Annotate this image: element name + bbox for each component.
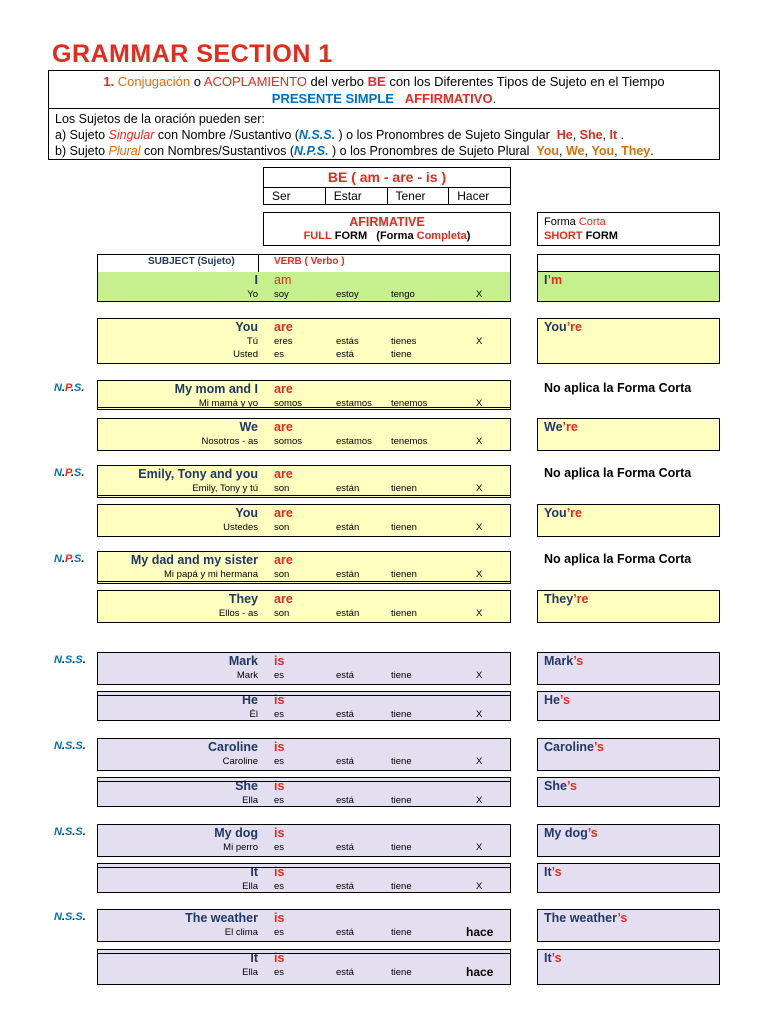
ser: somos (274, 436, 302, 447)
intro-text: con Nombres/Sustantivos ( (143, 144, 295, 158)
intro-pronoun: It (609, 128, 618, 142)
ser: es (274, 349, 285, 360)
intro-abbr: N.P.S. (294, 144, 329, 158)
verb: are (274, 553, 293, 567)
intro-word: ACOPLAMIENTO (203, 74, 307, 89)
short-we (537, 418, 720, 451)
be-box (263, 167, 511, 205)
estar: están (336, 608, 360, 619)
hacer: X (476, 522, 483, 533)
short-subject: The weather (544, 911, 618, 925)
row-dad (97, 551, 511, 584)
subject-type-label: N.S.S. (54, 740, 86, 752)
subject-type-label: N.S.S. (54, 826, 86, 838)
subject: We (239, 420, 258, 434)
short-label: SHORT (544, 230, 583, 242)
row-it2 (97, 949, 511, 985)
verb: are (274, 382, 293, 396)
row-you-singular (97, 318, 511, 364)
tener: tenemos (391, 398, 428, 409)
divider (98, 867, 510, 868)
row-weather (97, 909, 511, 942)
intro-word: . (492, 91, 497, 106)
subject-es: Mi perro (223, 842, 258, 853)
tener: tiene (391, 795, 412, 806)
short-he (537, 691, 720, 721)
intro-box (48, 70, 720, 160)
short-i-box (537, 254, 720, 302)
short-it2 (537, 949, 720, 985)
ser: es (274, 967, 285, 978)
ser: es (274, 670, 285, 681)
subject: It (250, 951, 258, 965)
estar: está (336, 756, 354, 767)
estar: están (336, 569, 360, 580)
short-form-box (537, 212, 720, 246)
subject: My mom and I (174, 382, 258, 396)
intro-text: a) Sujeto (55, 128, 106, 142)
hacer: X (476, 436, 483, 447)
ser: son (274, 608, 290, 619)
header-divider (98, 255, 259, 272)
be-meaning: Hacer (457, 189, 490, 203)
subject: I (254, 273, 258, 287)
section-number: 1. (103, 74, 115, 89)
subject-es: Ella (242, 881, 258, 892)
estar: está (336, 709, 354, 720)
contraction: ’s (551, 865, 562, 879)
hacer: X (476, 756, 483, 767)
short-subject: They (544, 592, 574, 606)
contraction: ’s (551, 951, 562, 965)
no-short-form-note: No aplica la Forma Corta (544, 552, 692, 566)
row-emily (97, 465, 511, 498)
no-short-form-note: No aplica la Forma Corta (544, 381, 692, 395)
row-mom (97, 380, 511, 410)
short-i (538, 272, 719, 301)
row-it1 (97, 863, 511, 893)
full-label: FULL (303, 230, 332, 242)
subject-es: Caroline (222, 756, 258, 767)
verb: is (274, 740, 285, 754)
subject-es: Ustedes (223, 522, 258, 533)
short-subject: You (544, 320, 567, 334)
estar: está (336, 795, 354, 806)
intro-word: Conjugación (117, 74, 191, 89)
tener: tengo (391, 289, 415, 300)
intro-text: b) Sujeto (55, 144, 106, 158)
hacer: X (476, 483, 483, 494)
divider (98, 695, 510, 696)
estar: estás (336, 336, 359, 347)
forma-label: (Forma (376, 230, 414, 242)
subject-es: Ellos - as (218, 608, 258, 619)
tener: tiene (391, 709, 412, 720)
estar: está (336, 927, 354, 938)
subject-es: Ella (242, 967, 258, 978)
page-title: GRAMMAR SECTION 1 (52, 40, 333, 68)
divider (98, 581, 510, 582)
ser: es (274, 795, 285, 806)
intro-word: o (193, 74, 201, 89)
verb: is (274, 826, 285, 840)
estar: están (336, 522, 360, 533)
verb: are (274, 420, 293, 434)
subject: She (235, 779, 258, 793)
verb: am (274, 273, 292, 287)
divider (98, 495, 510, 496)
tener: tiene (391, 927, 412, 938)
verb: is (274, 654, 285, 668)
intro-line-b: b) Sujeto Plural con Nombres/Sustantivos (N.P.S. ) o los Pronombres de Sujeto Plural You, We, You, They. (55, 144, 654, 158)
short-caroline (537, 738, 720, 771)
subject-es: Yo (247, 289, 258, 300)
short-you2 (537, 504, 720, 537)
form-label: FORM (585, 230, 618, 242)
subject-es: El clima (224, 927, 258, 938)
estar: está (336, 881, 354, 892)
no-short-form-note: No aplica la Forma Corta (544, 466, 692, 480)
divider (98, 953, 510, 954)
intro-pronoun: We (565, 144, 585, 158)
short-dog (537, 824, 720, 857)
tener: tienen (391, 608, 417, 619)
be-meanings (264, 188, 510, 205)
tener: tienen (391, 569, 417, 580)
ser: son (274, 483, 290, 494)
intro-text: con Nombre /Sustantivo ( (157, 128, 299, 142)
intro-text: ) o los Pronombres de Sujeto Singular (338, 128, 550, 142)
be-meaning: Tener (388, 188, 450, 205)
subject-type-label: N.S.S. (54, 654, 86, 666)
verb: is (274, 911, 285, 925)
estar: está (336, 670, 354, 681)
hacer: X (476, 336, 483, 347)
subject-es: Usted (233, 349, 258, 360)
ser: son (274, 522, 290, 533)
ser: es (274, 709, 285, 720)
tener: tiene (391, 670, 412, 681)
tener: tiene (391, 842, 412, 853)
short-subject: Caroline (544, 740, 595, 754)
subject-type-label: N.P.S. (54, 382, 85, 394)
hacer: X (476, 289, 483, 300)
verb: is (274, 865, 285, 879)
completa-label: Completa (416, 230, 467, 242)
subject-type-label: N.P.S. (54, 553, 85, 565)
estar: está (336, 349, 354, 360)
divider (98, 407, 510, 408)
short-subject: It (544, 951, 552, 965)
tener: tenemos (391, 436, 428, 447)
intro-line: Los Sujetos de la oración pueden ser: (55, 112, 265, 126)
contraction: ’s (573, 654, 584, 668)
subject-es: Mi papá y mi hermana (164, 569, 258, 580)
form-label: FORM (334, 230, 368, 242)
header-row (98, 255, 510, 273)
row-you2 (97, 504, 511, 537)
subject: They (228, 592, 258, 606)
intro-word: BE (367, 74, 386, 89)
hacer: X (476, 709, 483, 720)
subject-header: SUBJECT (Sujeto) (148, 256, 235, 267)
contraction: ’s (559, 693, 570, 707)
tener: tiene (391, 756, 412, 767)
subject: You (235, 506, 258, 520)
subject: My dad and my sister (130, 553, 258, 567)
contraction: ’re (573, 592, 589, 606)
ser: es (274, 881, 285, 892)
short-subject: She (544, 779, 567, 793)
row-we (97, 418, 511, 451)
tener: tienen (391, 522, 417, 533)
contraction: ’s (594, 740, 604, 754)
intro-pronoun: They (621, 144, 651, 158)
contraction: ’s (617, 911, 628, 925)
short-she (537, 777, 720, 807)
row-dog (97, 824, 511, 857)
estar: está (336, 842, 354, 853)
paren: ) (466, 230, 471, 242)
verb: are (274, 506, 293, 520)
subject-type-label: N.P.S. (54, 467, 85, 479)
subject: He (242, 693, 258, 707)
short-you-singular (537, 318, 720, 364)
subject-es: Mi mamá y yo (198, 398, 258, 409)
estar: estoy (336, 289, 359, 300)
short-subject: My dog (544, 826, 588, 840)
intro-line-a: a) Sujeto Singular con Nombre /Sustantivo (N.S.S. ) o los Pronombres de Sujeto Singular He, She, It . (55, 128, 625, 142)
estar: está (336, 967, 354, 978)
estar: estamos (336, 436, 372, 447)
hacer: X (476, 569, 483, 580)
tener: tiene (391, 881, 412, 892)
intro-heading (49, 71, 719, 109)
ser: es (274, 927, 285, 938)
subject-es: Tú (246, 336, 258, 347)
short-weather (537, 909, 720, 942)
subject: The weather (185, 911, 258, 925)
verb: is (274, 951, 285, 965)
verb: are (274, 320, 293, 334)
hacer: X (476, 670, 483, 681)
short-subject: We (544, 420, 563, 434)
verb-header: VERB ( Verbo ) (274, 256, 345, 267)
verb: is (274, 779, 285, 793)
verb: is (274, 693, 285, 707)
row-mark (97, 652, 511, 685)
hacer: hace (466, 925, 494, 939)
hacer: X (476, 608, 483, 619)
subject-type-label: N.S.S. (54, 911, 86, 923)
subject-es: Emily, Tony y tú (192, 483, 258, 494)
estar: están (336, 483, 360, 494)
contraction: ’re (566, 320, 582, 334)
tener: tiene (391, 349, 412, 360)
ser: eres (274, 336, 293, 347)
tener: tienes (391, 336, 417, 347)
intro-abbr: N.S.S. (298, 128, 336, 142)
be-title: BE ( am - are - is ) (264, 168, 510, 188)
intro-body (49, 109, 719, 161)
short-subject: You (544, 506, 567, 520)
intro-text: ) o los Pronombres de Sujeto Plural (332, 144, 530, 158)
row-i (98, 272, 510, 301)
be-meaning: Estar (326, 188, 388, 205)
ser: somos (274, 398, 302, 409)
hacer: X (476, 842, 483, 853)
intro-word: AFFIRMATIVO (404, 91, 493, 106)
short-mark (537, 652, 720, 685)
subject: My dog (214, 826, 258, 840)
be-meaning: Ser (264, 188, 326, 205)
subject-es: Ella (242, 795, 258, 806)
row-they (97, 590, 511, 623)
ser: es (274, 756, 285, 767)
intro-pronoun: He (556, 128, 573, 142)
intro-word: PRESENTE SIMPLE (271, 91, 394, 106)
hacer: X (476, 881, 483, 892)
subject-verb-table (97, 254, 511, 302)
subject-es: Nosotros - as (201, 436, 258, 447)
afirmative-box (263, 212, 511, 246)
contraction: ’s (587, 826, 598, 840)
intro-pronoun: You (536, 144, 559, 158)
tener: tiene (391, 967, 412, 978)
ser: soy (274, 289, 289, 300)
short-subject: Mark (544, 654, 574, 668)
contraction: ’re (566, 506, 582, 520)
subject: It (250, 865, 258, 879)
ser: es (274, 842, 285, 853)
contraction: ’s (566, 779, 577, 793)
intro-text: . (650, 144, 654, 158)
ser: son (274, 569, 290, 580)
contraction: ’re (562, 420, 578, 434)
subject: Emily, Tony and you (138, 467, 258, 481)
intro-text: Singular (108, 128, 155, 142)
hacer: X (476, 398, 483, 409)
tener: tienen (391, 483, 417, 494)
short-subject: He (544, 693, 560, 707)
divider (98, 781, 510, 782)
estar: estamos (336, 398, 372, 409)
intro-word: del verbo (310, 74, 365, 89)
intro-text: Plural (108, 144, 141, 158)
hacer: X (476, 795, 483, 806)
row-she (97, 777, 511, 807)
contraction: ’m (547, 273, 563, 287)
short-it1 (537, 863, 720, 893)
verb: are (274, 592, 293, 606)
subject: Caroline (207, 740, 258, 754)
subject: You (235, 320, 258, 334)
subject-es: Él (249, 709, 258, 720)
short-they (537, 590, 720, 623)
intro-word: con los Diferentes Tipos de Sujeto en el Tiempo (389, 74, 665, 89)
intro-pronoun: You (591, 144, 615, 158)
intro-text: . (620, 128, 625, 142)
hacer: hace (466, 965, 494, 979)
corta-label: Corta (578, 216, 606, 228)
row-he (97, 691, 511, 721)
forma-label: Forma (544, 216, 576, 228)
verb: are (274, 467, 293, 481)
subject: Mark (228, 654, 258, 668)
afirmative-title: AFIRMATIVE (349, 215, 425, 229)
row-caroline (97, 738, 511, 771)
subject-es: Mark (236, 670, 258, 681)
short-subject: I (544, 273, 548, 287)
intro-pronoun: She (579, 128, 603, 142)
short-subject: It (544, 865, 552, 879)
